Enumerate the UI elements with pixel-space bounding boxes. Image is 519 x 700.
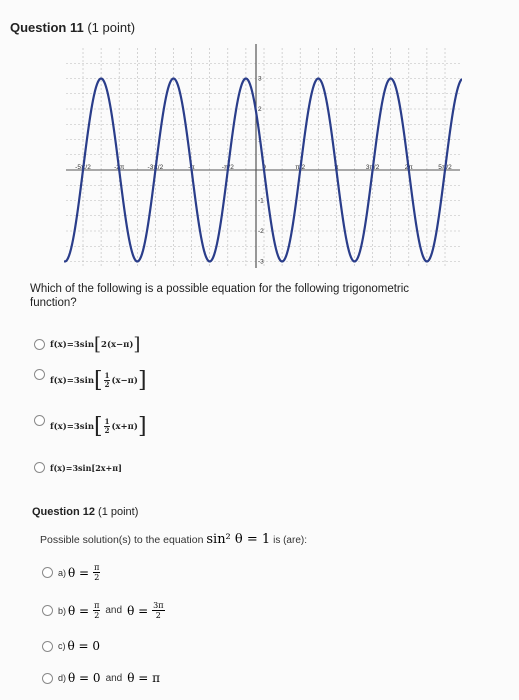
- q12-option-a-radio[interactable]: [42, 567, 53, 578]
- question-12-points: (1 point): [98, 506, 139, 518]
- q11-option-c-body: (x+π): [111, 422, 138, 432]
- question-12-title: Question 12: [32, 506, 95, 518]
- y-tick-label: -1: [258, 197, 264, 205]
- q11-option-c[interactable]: [34, 414, 147, 439]
- q11-option-a-radio[interactable]: [34, 339, 45, 350]
- y-tick-label: 1: [258, 136, 262, 144]
- q12-option-a-fraction: $\frac{\pi}{2}$: [94, 563, 100, 582]
- x-tick-label: -2π: [114, 164, 125, 171]
- q11-option-a[interactable]: [34, 334, 140, 355]
- q12-option-b-lhs: θ =: [68, 603, 90, 618]
- q11-option-d-formula: f(x)=3sin[2x+π]: [50, 462, 122, 473]
- question-12-equation: sin² θ = 1: [206, 532, 271, 547]
- x-tick-label: π: [334, 164, 339, 171]
- q12-option-a-lhs: θ =: [68, 565, 90, 580]
- question-12-prompt-text: Possible solution(s) to the equation: [40, 534, 204, 546]
- x-tick-label: -3π/2: [147, 164, 164, 171]
- q11-option-d-radio[interactable]: [34, 462, 45, 473]
- q11-option-a-formula: f(x)=3sin[2(x−π)]: [50, 334, 141, 355]
- q11-option-b[interactable]: [34, 368, 147, 393]
- q12-option-c-label: c): [58, 641, 66, 651]
- q11-option-d[interactable]: [34, 462, 122, 473]
- x-tick-label: 5π/2: [438, 164, 452, 171]
- question-11-points: (1 point): [87, 20, 136, 35]
- y-tick-label: -2: [258, 228, 264, 235]
- q12-option-c-equation: θ = 0: [67, 639, 101, 653]
- q12-option-d-radio[interactable]: [42, 673, 53, 684]
- q11-option-a-prefix: f(x)=3sin: [50, 340, 94, 350]
- q11-option-b-formula: f(x)=3sin[ $\frac{1}{2}$ (x−π)]: [50, 368, 147, 393]
- question-12-prompt: [40, 532, 307, 547]
- q12-option-d-equation-1: θ = 0: [68, 671, 101, 685]
- q12-option-c-radio[interactable]: [42, 641, 53, 652]
- q12-option-d-and: and: [105, 672, 123, 684]
- q11-option-b-prefix: f(x)=3sin: [50, 376, 94, 386]
- x-tick-label: -5π/2: [75, 164, 91, 171]
- trig-graph: [64, 40, 462, 270]
- q11-option-c-prefix: f(x)=3sin: [50, 422, 94, 432]
- question-11-header: [10, 20, 135, 35]
- q11-option-c-fraction: $\frac{1}{2}$: [104, 417, 110, 435]
- q12-option-c[interactable]: [42, 639, 102, 653]
- x-tick-label: π/2: [295, 164, 306, 171]
- q11-option-c-radio[interactable]: [34, 415, 45, 426]
- q12-option-b-label: b): [58, 605, 67, 616]
- question-11-title: Question 11: [10, 20, 84, 35]
- x-tick-label: -π/2: [221, 164, 234, 171]
- q11-option-c-formula: f(x)=3sin[ $\frac{1}{2}$ (x+π)]: [50, 414, 147, 439]
- q12-option-d-label: d): [58, 673, 67, 683]
- q12-option-b-radio[interactable]: [42, 605, 53, 616]
- q11-option-b-fraction: $\frac{1}{2}$: [104, 371, 110, 389]
- x-tick-label: 0: [262, 164, 266, 171]
- q12-option-b[interactable]: [42, 601, 167, 620]
- q12-option-a-label: a): [58, 567, 67, 578]
- q11-option-b-radio[interactable]: [34, 369, 45, 380]
- q11-option-a-body: 2(x−π): [101, 340, 134, 350]
- y-tick-label: -3: [258, 258, 264, 266]
- x-tick-label: -π: [188, 164, 195, 171]
- q12-option-b-and: and: [105, 605, 123, 616]
- x-tick-label: 3π/2: [365, 164, 380, 171]
- y-tick-label: 2: [258, 106, 262, 113]
- x-tick-label: 2π: [404, 164, 413, 171]
- q12-option-d-equation-2: θ = π: [127, 671, 161, 685]
- q12-option-a[interactable]: [42, 563, 102, 582]
- q12-option-d[interactable]: [42, 671, 162, 685]
- q12-option-b-fraction-2: $\frac{3\pi}{2}$: [153, 601, 164, 620]
- y-tick-label: 3: [258, 75, 262, 83]
- question-11-text: Which of the following is a possible equation for the following trigonometric function?: [30, 283, 410, 309]
- q11-option-b-body: (x−π): [111, 376, 138, 386]
- q12-option-b-lhs-2: θ =: [127, 603, 149, 618]
- q12-option-b-fraction-1: $\frac{\pi}{2}$: [94, 601, 100, 620]
- question-12-suffix: is (are):: [273, 535, 307, 546]
- question-12-header: [32, 506, 138, 518]
